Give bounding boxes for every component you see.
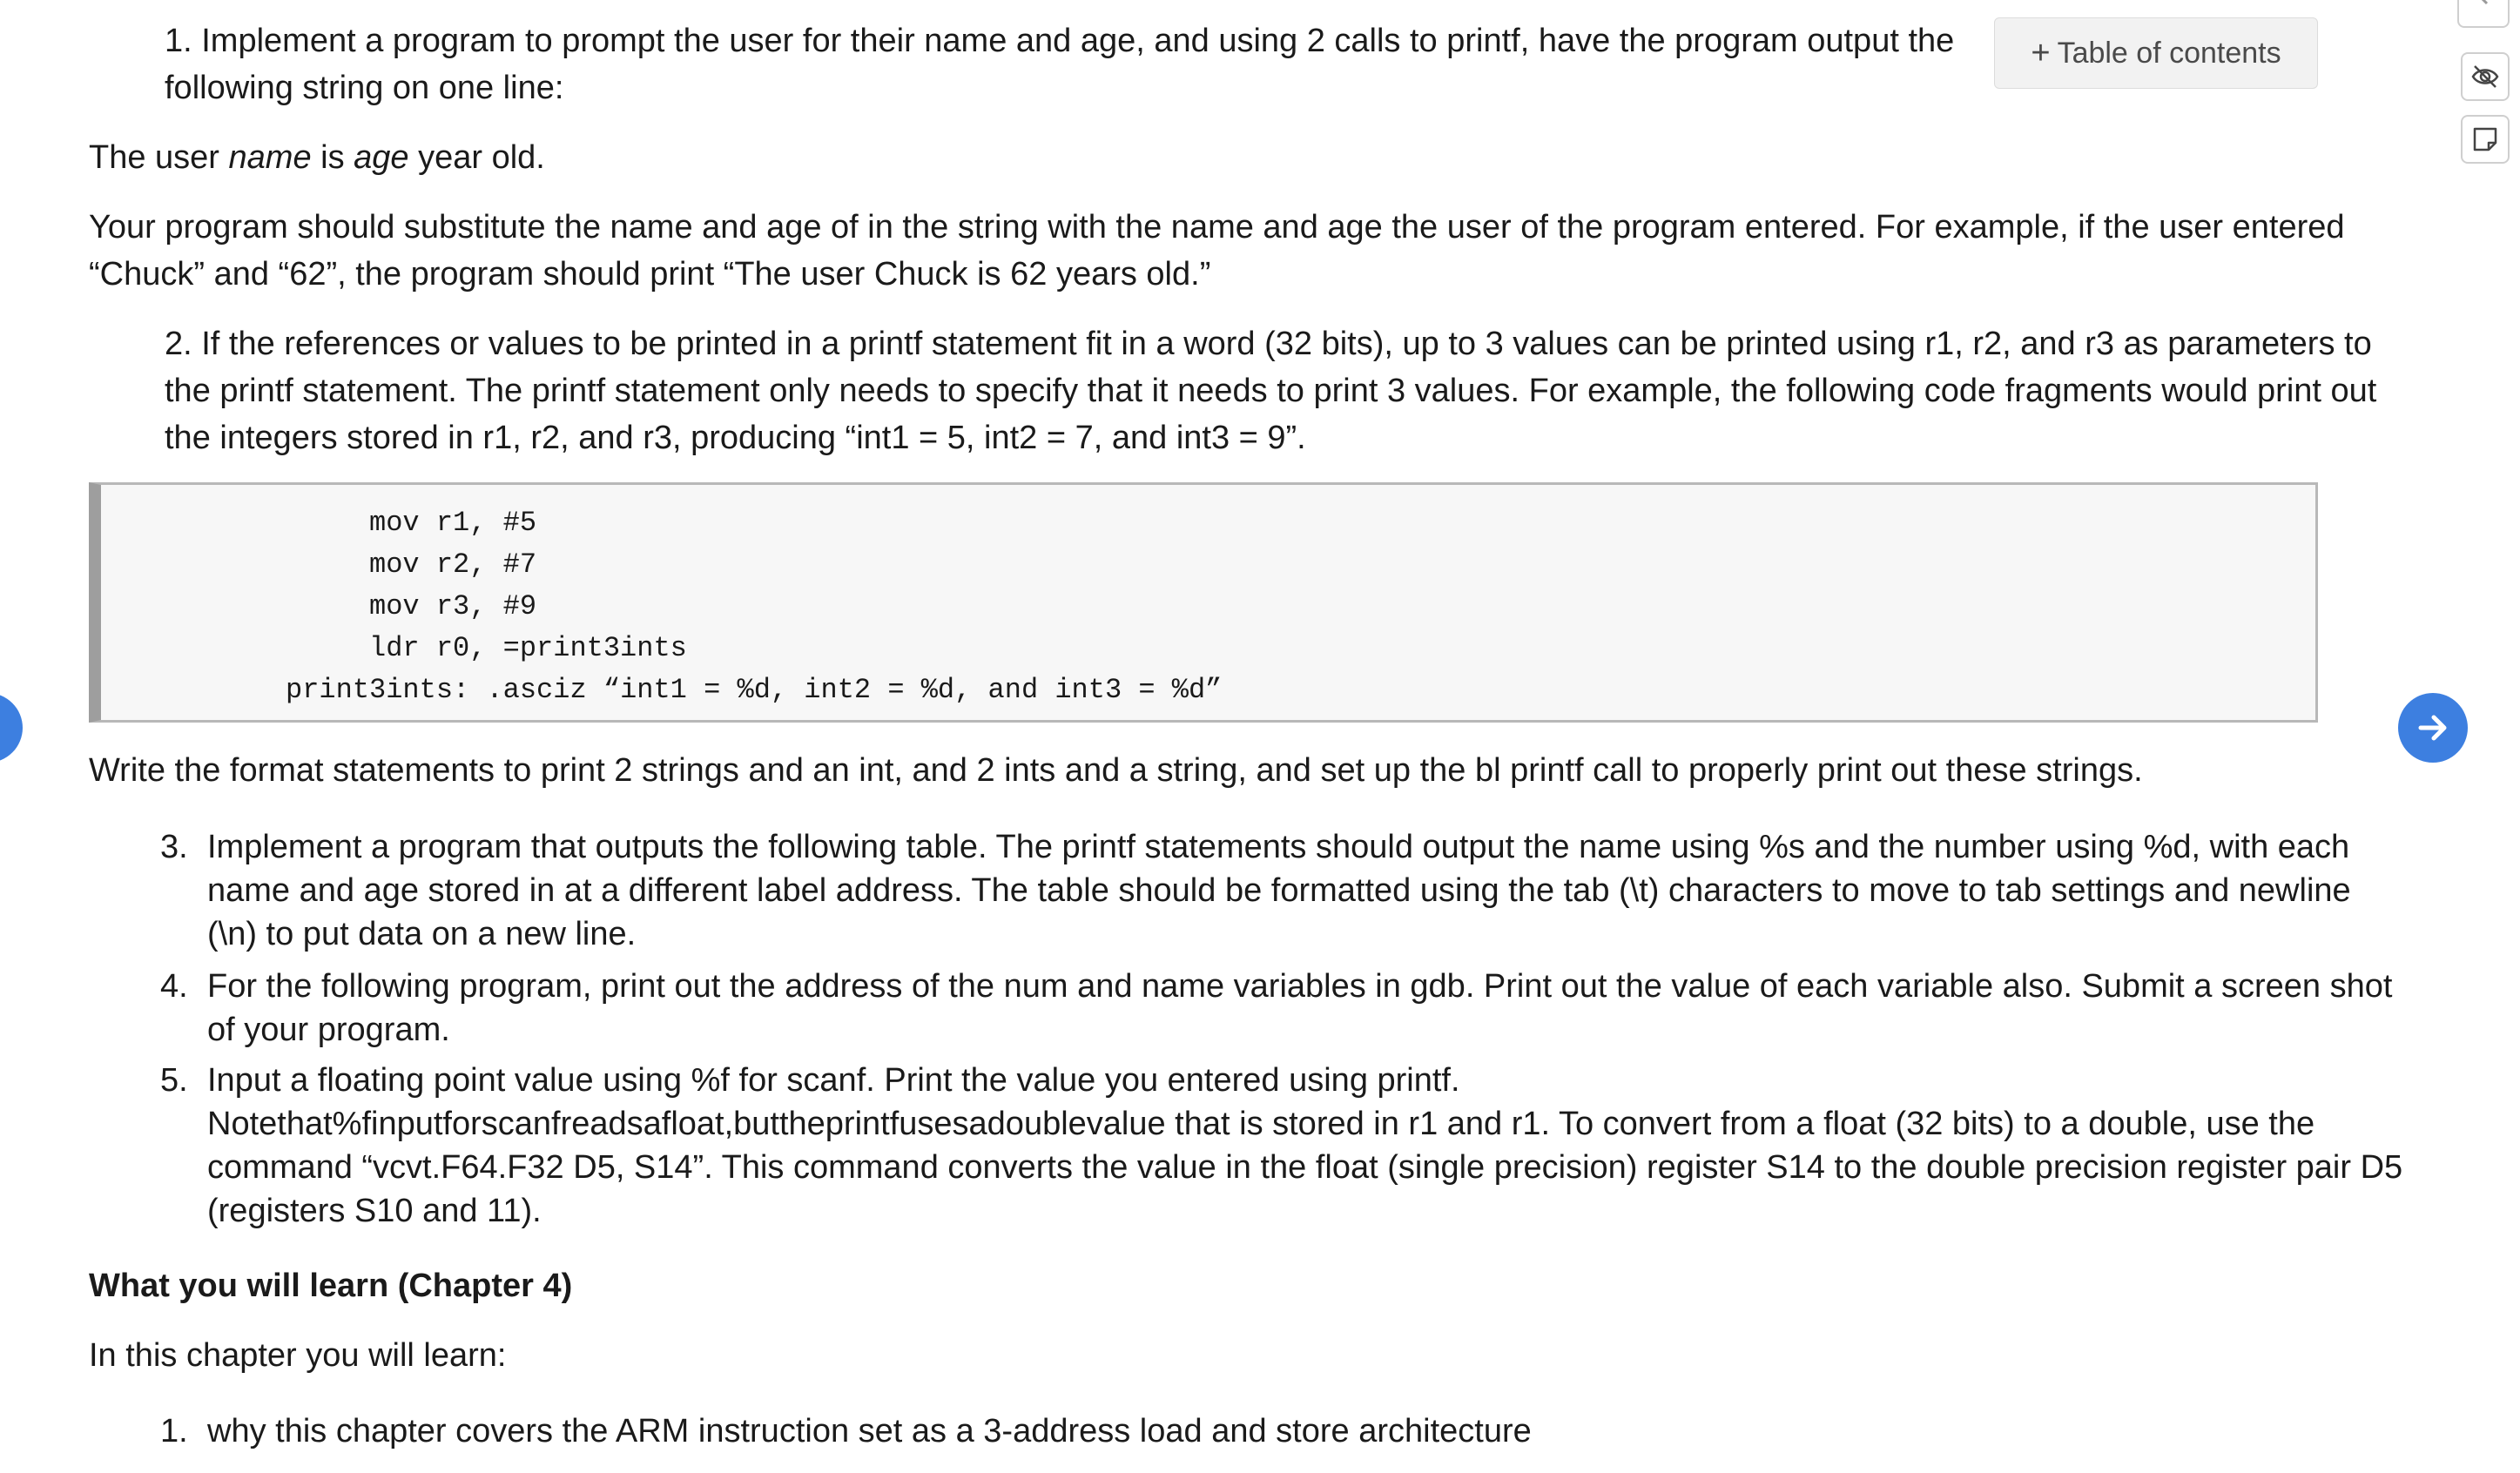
template-string xyxy=(89,134,545,181)
code-line: print3ints: .asciz “int1 = %d, int2 = %d, and int3 = %d” xyxy=(286,674,1223,706)
item2-line2: the printf statement. The printf statement only needs to specify that it needs to print 3 values. For example, the following code fragments would print out xyxy=(165,373,2377,409)
arrow-right-icon xyxy=(2412,707,2454,749)
sticky-note-icon xyxy=(2468,122,2503,157)
item4-line1: For the following program, print out the address of the num and name variables in gdb. Print out the value of each variable also. Submit a screen shot xyxy=(207,968,2393,1005)
section-intro: In this chapter you will learn: xyxy=(89,1337,507,1374)
template-post: year old. xyxy=(408,139,545,176)
substitute-line1: Your program should substitute the name and age of in the string with the name and age the user of the program entered. For example, if the user entered xyxy=(89,209,2345,246)
list-number: 3. xyxy=(160,829,188,865)
item1-line2: following string on one line: xyxy=(165,70,564,106)
item2-line1: 2. If the references or values to be printed in a printf statement fit in a word (32 bits), up to 3 values can be printed using r1, r2, and r3 as parameters to xyxy=(165,326,2372,362)
template-pre: The user xyxy=(89,139,229,176)
item3-line3: (\n) to put data on a new line. xyxy=(207,916,637,952)
item5-line3: command “vcvt.F64.F32 D5, S14”. This command converts the value in the float (single precision) register S14 to the double precision register pair D5 xyxy=(207,1149,2403,1186)
item3-line2: name and age stored in at a different label address. The table should be formatted using the tab (\t) characters to move to tab settings and newline xyxy=(207,872,2351,909)
item5-line2: Notethat%finputforscanfreadsafloat,buttheprintfusesadoublevalue that is stored in r1 and r1. To convert from a float (32 bits) to a double, use the xyxy=(207,1106,2315,1142)
list-number: 1. xyxy=(160,1413,188,1449)
plus-icon: + xyxy=(2031,34,2051,71)
item5-line4: (registers S10 and 11). xyxy=(207,1193,542,1229)
template-mid: is xyxy=(311,139,354,176)
item1-line1: 1. Implement a program to prompt the user for their name and age, and using 2 calls to printf, have the program output the xyxy=(165,23,1955,59)
code-line: mov r1, #5 xyxy=(369,507,537,539)
table-of-contents-button[interactable] xyxy=(1994,17,2318,89)
code-line: mov r3, #9 xyxy=(369,590,537,622)
next-page-button[interactable] xyxy=(2398,693,2468,763)
template-name: name xyxy=(228,139,312,176)
format-paragraph: Write the format statements to print 2 strings and an int, and 2 ints and a string, and set up the bl printf call to properly print out these strings. xyxy=(89,752,2143,789)
item2-line3: the integers stored in r1, r2, and r3, producing “int1 = 5, int2 = 7, and int3 = 9”. xyxy=(165,420,1306,456)
hide-highlights-button[interactable] xyxy=(2461,52,2510,101)
chevron-left-icon xyxy=(2459,0,2508,26)
item4-line2: of your program. xyxy=(207,1012,450,1048)
eye-off-icon xyxy=(2468,59,2503,94)
section-item: why this chapter covers the ARM instruction set as a 3-address load and store architecture xyxy=(207,1413,1532,1449)
list-number: 5. xyxy=(160,1062,188,1099)
item5-line1: Input a floating point value using %f for scanf. Print the value you entered using printf. xyxy=(207,1062,1460,1099)
toc-label: Table of contents xyxy=(2057,36,2281,70)
add-note-button[interactable] xyxy=(2461,115,2510,164)
list-number: 4. xyxy=(160,968,188,1005)
template-age: age xyxy=(354,139,409,176)
code-block xyxy=(89,482,2318,723)
code-line: mov r2, #7 xyxy=(369,548,537,581)
item3-line1: Implement a program that outputs the following table. The printf statements should output the name using %s and the number using %d, with each xyxy=(207,829,2350,865)
section-heading: What you will learn (Chapter 4) xyxy=(89,1268,573,1304)
substitute-line2: “Chuck” and “62”, the program should print “The user Chuck is 62 years old.” xyxy=(89,256,1211,293)
code-line: ldr r0, =print3ints xyxy=(369,632,687,664)
collapse-panel-button[interactable] xyxy=(2457,0,2510,28)
